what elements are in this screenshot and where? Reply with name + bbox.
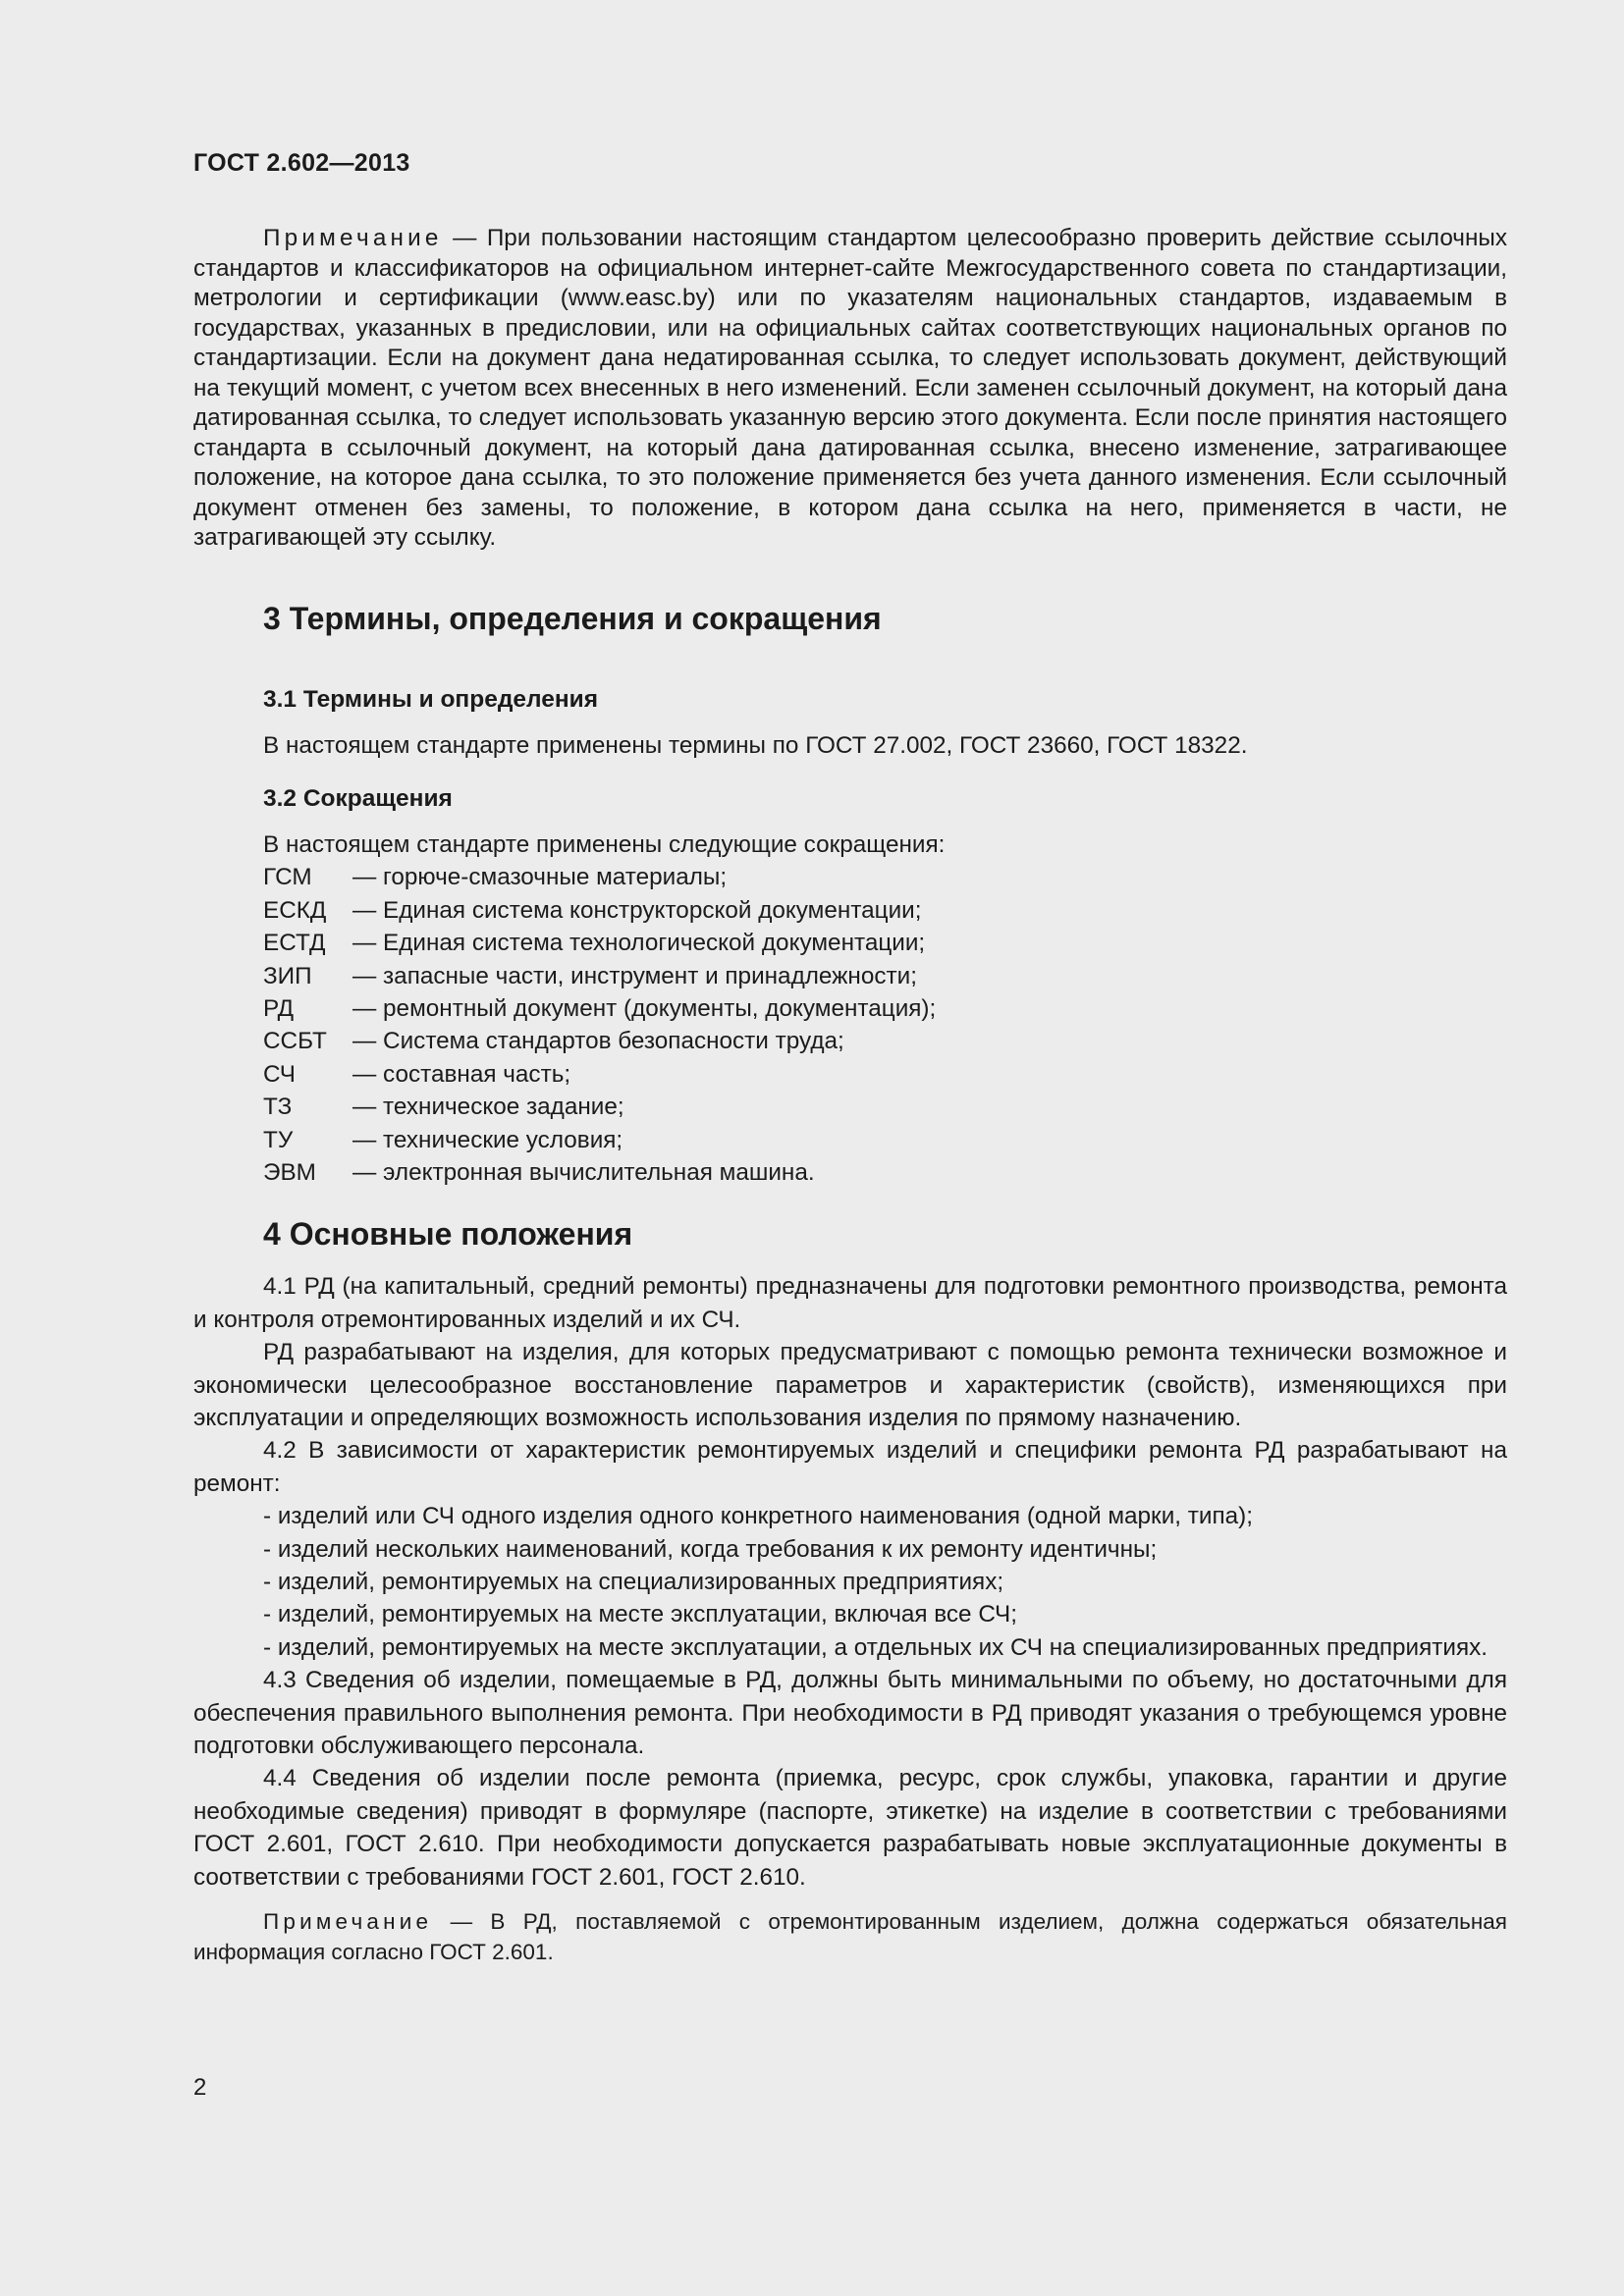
abbreviation-definition: — Система стандартов безопасности труда; <box>352 1028 844 1055</box>
note-label: Примечание <box>263 225 443 251</box>
reference-note <box>193 224 1507 554</box>
note-label: Примечание <box>263 1909 433 1935</box>
list-item: - изделий, ремонтируемых на месте эксплуатации, включая все СЧ; <box>263 1601 1017 1629</box>
page-number: 2 <box>193 2074 207 2101</box>
list-item: - изделий, ремонтируемых на специализированных предприятиях; <box>263 1569 1004 1596</box>
abbreviation-definition: — запасные части, инструмент и принадлежности; <box>352 962 917 989</box>
abbreviation-item <box>263 992 1507 1025</box>
abbreviation-item <box>263 894 1507 927</box>
paragraph-4-3: 4.3 Сведения об изделии, помещаемые в РД, должны быть минимальными по объему, но достаточными для обеспечения правильного выполнения ремонта. При необходимости в РД приводят указания о требующемся уровне подготовки обслуживающего персонала. <box>193 1667 1507 1760</box>
note-text: — В РД, поставляемой с отремонтированным изделием, должна содержаться обязательная информация согласно ГОСТ 2.601. <box>193 1909 1507 1964</box>
document-header: ГОСТ 2.602—2013 <box>193 149 410 177</box>
subsection-3-1-text: В настоящем стандарте применены термины по ГОСТ 27.002, ГОСТ 23660, ГОСТ 18322. <box>263 731 1248 759</box>
abbreviation-item <box>263 927 1507 959</box>
abbreviation-item <box>263 1124 1507 1156</box>
section-4-title: 4 Основные положения <box>263 1216 633 1253</box>
list-item: - изделий или СЧ одного изделия одного конкретного наименования (одной марки, типа); <box>263 1503 1253 1530</box>
abbreviation-code: СЧ <box>263 1060 296 1088</box>
abbreviation-definition: — Единая система конструкторской документации; <box>352 896 922 924</box>
section-3-title: 3 Термины, определения и сокращения <box>263 600 882 636</box>
paragraph-4-4: 4.4 Сведения об изделии после ремонта (приемка, ресурс, срок службы, упаковка, гарантии и другие необходимые сведения) приводят в формуляре (паспорте, этикетке) на изделие в соответствии с требованиями ГОСТ 2.601, ГОСТ 2.610. При необходимости допускается разрабатывать новые эксплуатационные документы в соответствии с требованиями ГОСТ 2.601, ГОСТ 2.610. <box>193 1765 1507 1891</box>
abbreviation-definition: — техническое задание; <box>352 1094 624 1121</box>
abbreviation-definition: — электронная вычислительная машина. <box>352 1158 815 1186</box>
list-item: - изделий, ремонтируемых на месте эксплуатации, а отдельных их СЧ на специализированных предприятиях. <box>263 1633 1489 1661</box>
abbreviation-code: ТУ <box>263 1126 294 1153</box>
abbreviation-item <box>263 1156 1507 1189</box>
abbreviation-code: ССБТ <box>263 1028 327 1055</box>
abbreviation-definition: — составная часть; <box>352 1060 571 1088</box>
abbreviation-code: ЕСКД <box>263 896 327 924</box>
abbreviation-definition: — технические условия; <box>352 1126 623 1153</box>
subsection-3-2-intro: В настоящем стандарте применены следующие сокращения: <box>263 830 946 858</box>
note-text: — При пользовании настоящим стандартом целесообразно проверить действие ссылочных стандартов и классификаторов на официальном интернет-сайте Межгосударственного совета по стандартизации, метрологии и сертификации (www.easc.by) или по указателям национальных стандартов, издаваемым в государствах, указанных в предисловии, или на официальных сайтах соответствующих национальных органов по стандартизации. Если на документ дана недатированная ссылка, то следует использовать документ, действующий на текущий момент, с учетом всех внесенных в него изменений. Если заменен ссылочный документ, на который дана датированная ссылка, то следует использовать указанную версию этого документа. Если после принятия настоящего стандарта в ссылочный документ, на который дана датированная ссылка, внесено изменение, затрагивающее положение, на которое дана ссылка, то это положение применяется без учета данного изменения. Если ссылочный документ отменен без замены, то положение, в котором дана ссылка на него, применяется в части, не затрагивающей эту ссылку. <box>193 225 1507 551</box>
subsection-3-1-title: 3.1 Термины и определения <box>263 685 599 713</box>
abbreviation-code: ЕСТД <box>263 930 326 957</box>
document-body <box>193 224 1507 1967</box>
abbreviation-item <box>263 1025 1507 1057</box>
list-item: - изделий нескольких наименований, когда требования к их ремонту идентичны; <box>263 1535 1158 1563</box>
abbreviation-item <box>263 1058 1507 1091</box>
abbreviation-code: РД <box>263 994 295 1022</box>
paragraph-4-2: 4.2 В зависимости от характеристик ремонтируемых изделий и специфики ремонта РД разрабатывают на ремонт: <box>193 1437 1507 1497</box>
abbreviation-item <box>263 861 1507 893</box>
subsection-3-2-title: 3.2 Сокращения <box>263 784 453 812</box>
abbreviation-list <box>193 861 1507 1189</box>
section-4-note <box>193 1907 1507 1967</box>
paragraph-4-1: 4.1 РД (на капитальный, средний ремонты) предназначены для подготовки ремонтного производства, ремонта и контроля отремонтированных изделий и их СЧ. <box>193 1273 1507 1333</box>
abbreviation-definition: — Единая система технологической документации; <box>352 930 926 957</box>
abbreviation-item <box>263 960 1507 992</box>
abbreviation-code: ТЗ <box>263 1094 293 1121</box>
abbreviation-code: ЭВМ <box>263 1158 316 1186</box>
abbreviation-code: ЗИП <box>263 962 312 989</box>
abbreviation-code: ГСМ <box>263 864 312 891</box>
abbreviation-definition: — горюче-смазочные материалы; <box>352 864 728 891</box>
abbreviation-definition: — ремонтный документ (документы, документация); <box>352 994 937 1022</box>
abbreviation-item <box>263 1091 1507 1123</box>
paragraph-4-1-continued: РД разрабатывают на изделия, для которых предусматривают с помощью ремонта технически возможное и экономически целесообразное восстановление параметров и характеристик (свойств), изменяющихся при эксплуатации и определяющих возможность использования изделия по прямому назначению. <box>193 1339 1507 1431</box>
